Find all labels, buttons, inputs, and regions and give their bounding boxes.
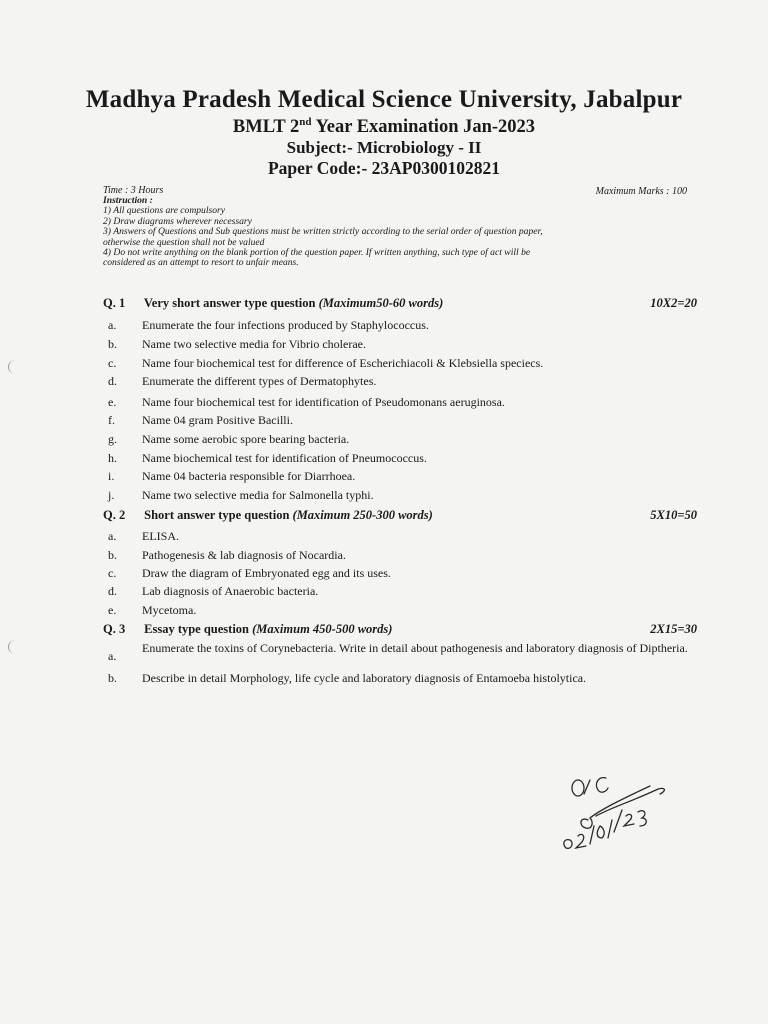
handwritten-signature [560,760,710,880]
instruction-line: 1) All questions are compulsory [103,205,226,217]
instruction-line: 3) Answers of Questions and Sub questions must be written strictly according to the serial order of question paper, [103,226,543,238]
question-type: Very short answer type question [143,296,316,310]
question-marks: 5X10=50 [650,508,697,522]
word-limit: (Maximum 450-500 words) [252,622,393,636]
instruction-line: 4) Do not write anything on the blank portion of the question paper. If written anything, such type of act will be [103,247,531,259]
instruction-line: considered as an attempt to resort to unfair means. [103,257,299,269]
question-type: Short answer type question [144,508,290,522]
question-1-heading [103,296,697,311]
instruction-line: otherwise the question shall not be valued [103,236,265,248]
exam-title: BMLT 2nd Year Examination Jan-2023 [232,116,536,138]
subject-line: Subject:- Microbiology - II [286,138,482,157]
scan-artifact [8,640,23,654]
university-title: Madhya Pradesh Medical Science University, Jabalpur [85,86,683,113]
list-item-text: Enumerate the toxins of Corynebacteria. Write in detail about pathogenesis and laboratory diagnosis of Diptheria. [142,641,688,655]
time-allowed: Time : 3 Hours [103,185,164,196]
scan-artifact [8,360,23,374]
question-type: Essay type question [144,622,250,636]
instructions-block [103,196,703,269]
word-limit: (Maximum 250-300 words) [292,508,433,522]
question-number: Q. 3 [103,622,126,636]
maximum-marks: Maximum Marks : 100 [595,186,687,197]
question-marks: 2X15=30 [650,622,697,636]
question-number: Q. 1 [103,296,126,310]
instruction-line: 2) Draw diagrams wherever necessary [103,215,252,227]
question-marks: 10X2=20 [650,296,697,310]
question-3-heading [103,622,697,637]
question-paper: Madhya Pradesh Medical Science University, Jabalpur BMLT 2nd Year Examination Jan-2023 Subject:- Microbiology - II Paper Code:- 23AP0300102821 Time : 3 Hours Maximum Marks : 100 Instruction : 1) All questions are compulsory 2) Draw diagrams wherever necessary 3) Answers of Questions and Sub questions must be written strictly according to the serial order of question paper, otherwise the question shall not be valued 4) Do not write anything on the blank portion of the question paper. If written anything, such type of act will be considered as an attempt to resort to unfair means. Q. 1 Very short answer type question (Maximum50-60 words) 10X2=20 a. Enumerate the four infections produced by Staphylococcus. b. Name two selective media for Vibrio cholerae. c. Name four biochemical test for difference of Escherichiacoli & Klebsiella speciecs. d. Enumerate the different types of Dermatophytes. e. Name four biochemical test for identification of Pseudomonans aeruginosa. f. Name 04 gram Positive Bacilli. g. Name some aerobic spore bearing bacteria. h. Name biochemical test for identification of Pneumococcus. i. Name 04 bacteria responsible for Diarrhoea. j. Name two selective media for Salmonella typhi. Q. 2 Short answer type question (Maximum 250-300 words) 5X10=50 a. ELISA. b. Pathogenesis & lab diagnosis of Nocardia. c. Draw the diagram of Embryonated egg and its uses. d. Lab diagnosis of Anaerobic bacteria. e. Mycetoma. Q. 3 Essay type question (Maximum 450-500 words) 2X15=30 a. Enumerate the toxins of Corynebacteria. Write in detail about pathogenesis and laboratory diagnosis of Diptheria. b. Describe in detail Morphology, life cycle and laboratory diagnosis of Entamoeba histolytica. [0,0,768,1024]
instructions-title: Instruction : [103,195,153,206]
paper-code: Paper Code:- 23AP0300102821 [267,158,500,178]
word-limit: (Maximum50-60 words) [318,296,444,310]
question-2-heading [103,508,697,523]
question-number: Q. 2 [103,508,126,522]
